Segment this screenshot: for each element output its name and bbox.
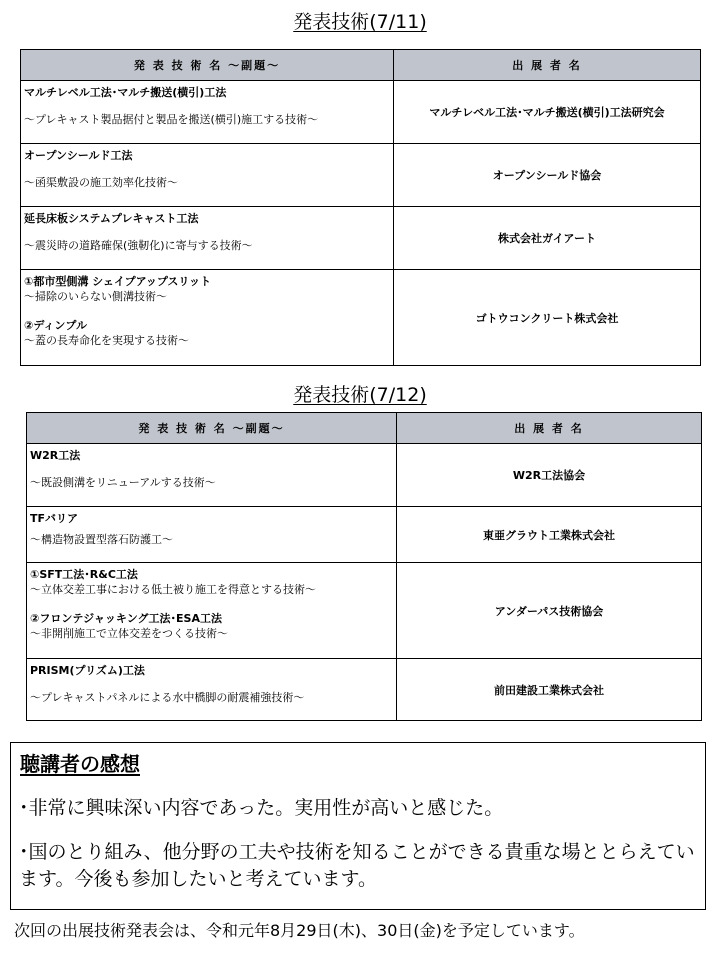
- tech-name: オープンシールド工法: [24, 149, 133, 162]
- exhibitor-name: 株式会社ガイアート: [394, 207, 701, 270]
- tech-name: W2R工法: [30, 449, 81, 462]
- table-row: [27, 444, 702, 507]
- table-row: [27, 659, 702, 721]
- tech-subtitle: ～プレキャスト製品据付と製品を搬送(横引)施工する技術～: [24, 113, 319, 126]
- table-row: [21, 81, 701, 144]
- header-exhibitor: 出 展 者 名: [394, 50, 701, 81]
- tech-cell: [27, 444, 397, 507]
- day1-table: [20, 49, 701, 366]
- tech-name: ①SFT工法･R&C工法: [30, 568, 138, 581]
- tech-name-2: ②フロンテジャッキング工法･ESA工法: [30, 612, 222, 625]
- header-exhibitor: 出 展 者 名: [397, 413, 702, 444]
- tech-subtitle: ～立体交差工事における低土被り施工を得意とする技術～: [30, 583, 316, 596]
- tech-subtitle: ～震災時の道路確保(強靭化)に寄与する技術～: [24, 239, 253, 252]
- exhibitor-name: W2R工法協会: [397, 444, 702, 507]
- header-tech-name: 発 表 技 術 名 ～副題～: [27, 413, 397, 444]
- impressions-title: 聴講者の感想: [20, 752, 140, 776]
- exhibitor-name: マルチレベル工法･マルチ搬送(横引)工法研究会: [394, 81, 701, 144]
- day2-title: 発表技術(7/12): [293, 384, 427, 406]
- tech-subtitle: ～函渠敷設の施工効率化技術～: [24, 176, 178, 189]
- next-event-note: 次回の出展技術発表会は、令和元年8月29日(木)、30日(金)を予定しています。: [14, 921, 585, 940]
- tech-cell: [21, 270, 394, 366]
- table-row: [21, 144, 701, 207]
- tech-subtitle: ～プレキャストパネルによる水中橋脚の耐震補強技術～: [30, 691, 305, 704]
- tech-cell: [21, 144, 394, 207]
- table-row: [27, 563, 702, 659]
- tech-subtitle: ～掃除のいらない側溝技術～: [24, 290, 167, 303]
- tech-cell: [27, 563, 397, 659]
- day2-table: [26, 412, 702, 721]
- table-row: [21, 270, 701, 366]
- exhibitor-name: アンダーパス技術協会: [397, 563, 702, 659]
- tech-cell: [27, 507, 397, 563]
- exhibitor-name: オープンシールド協会: [394, 144, 701, 207]
- table-header-row: [27, 413, 702, 444]
- exhibitor-name: 東亜グラウト工業株式会社: [397, 507, 702, 563]
- table-row: [27, 507, 702, 563]
- tech-cell: [21, 207, 394, 270]
- impression-item: ･国のとり組み、他分野の工夫や技術を知ることができる貴重な場ととらえています。今後も参加したいと考えています。: [19, 841, 695, 890]
- day1-title: 発表技術(7/11): [293, 11, 427, 33]
- tech-subtitle: ～構造物設置型落石防護工～: [30, 533, 173, 546]
- tech-name: PRISM(プリズム)工法: [30, 664, 145, 677]
- tech-name-2: ②ディンプル: [24, 319, 87, 332]
- tech-cell: [27, 659, 397, 721]
- impression-item: ･非常に興味深い内容であった。実用性が高いと感じた。: [19, 797, 504, 819]
- tech-name: TFバリア: [30, 512, 79, 525]
- header-tech-name: 発 表 技 術 名 ～副題～: [21, 50, 394, 81]
- table-row: [21, 207, 701, 270]
- exhibitor-name: 前田建設工業株式会社: [397, 659, 702, 721]
- tech-subtitle-2: ～蓋の長寿命化を実現する技術～: [24, 334, 189, 347]
- tech-name: ①都市型側溝 シェイプアップスリット: [24, 275, 211, 288]
- tech-name: 延長床板システムプレキャスト工法: [24, 212, 199, 225]
- table-header-row: [21, 50, 701, 81]
- tech-cell: [21, 81, 394, 144]
- impressions-box: [10, 742, 706, 910]
- exhibitor-name: ゴトウコンクリート株式会社: [394, 270, 701, 366]
- tech-subtitle-2: ～非開削施工で立体交差をつくる技術～: [30, 627, 228, 640]
- tech-name: マルチレベル工法･マルチ搬送(横引)工法: [24, 86, 227, 99]
- tech-subtitle: ～既設側溝をリニューアルする技術～: [30, 476, 216, 489]
